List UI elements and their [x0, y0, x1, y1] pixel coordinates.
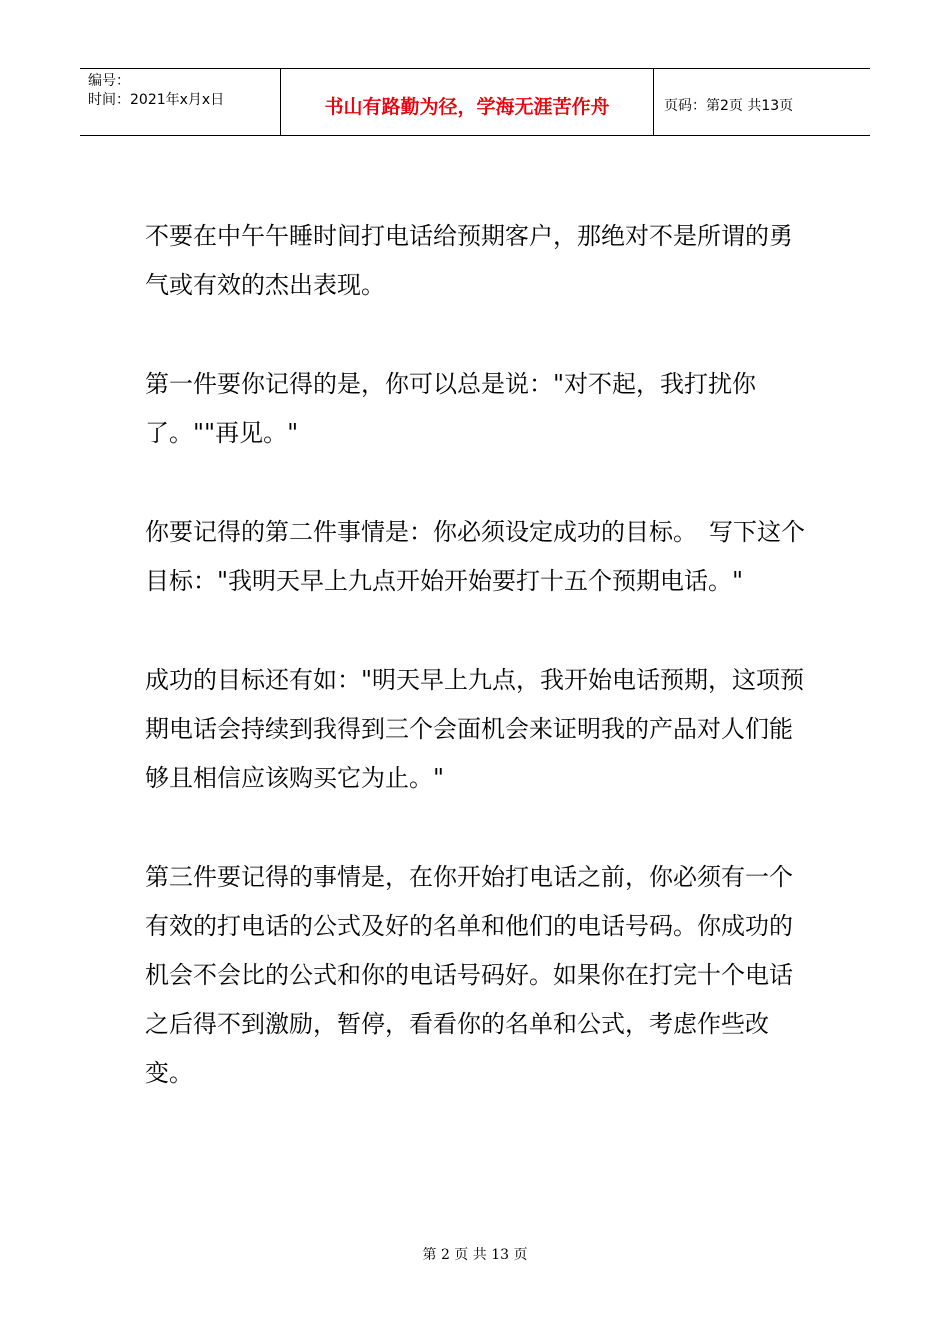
paragraph: 第一件要你记得的是，你可以总是说："对不起，我打扰你了。""再见。" [145, 370, 757, 447]
header-motto: 书山有路勤为径，学海无涯苦作舟 [281, 69, 654, 135]
paragraph: 不要在中午午睡时间打电话给预期客户，那绝对不是所谓的勇气或有效的杰出表现。 [145, 222, 793, 299]
page-header [80, 68, 870, 136]
paragraph: 成功的目标还有如："明天早上九点，我开始电话预期，这项预期电话会持续到我得到三个会面机会来证明我的产品对人们能够且相信应该购买它为止。" [145, 666, 805, 792]
paragraph: 第三件要记得的事情是，在你开始打电话之前，你必须有一个有效的打电话的公式及好的名单和他们的电话号码。你成功的机会不会比的公式和你的电话号码好。如果你在打完十个电话之后得不到激励，暂停，看看你的名单和公式，考虑作些改变。 [145, 863, 793, 1087]
document-body [145, 212, 810, 1148]
header-page-info: 页码：第2页 共13页 [664, 98, 794, 114]
page-footer: 第 2 页 共 13 页 [422, 1247, 528, 1263]
document-number-label: 编号： [88, 73, 130, 89]
document-date-label: 时间：2021年x月x日 [88, 92, 225, 108]
paragraph: 你要记得的第二件事情是：你必须设定成功的目标。 写下这个目标："我明天早上九点开始开始要打十五个预期电话。" [145, 518, 805, 595]
header-meta-cell [80, 69, 281, 135]
